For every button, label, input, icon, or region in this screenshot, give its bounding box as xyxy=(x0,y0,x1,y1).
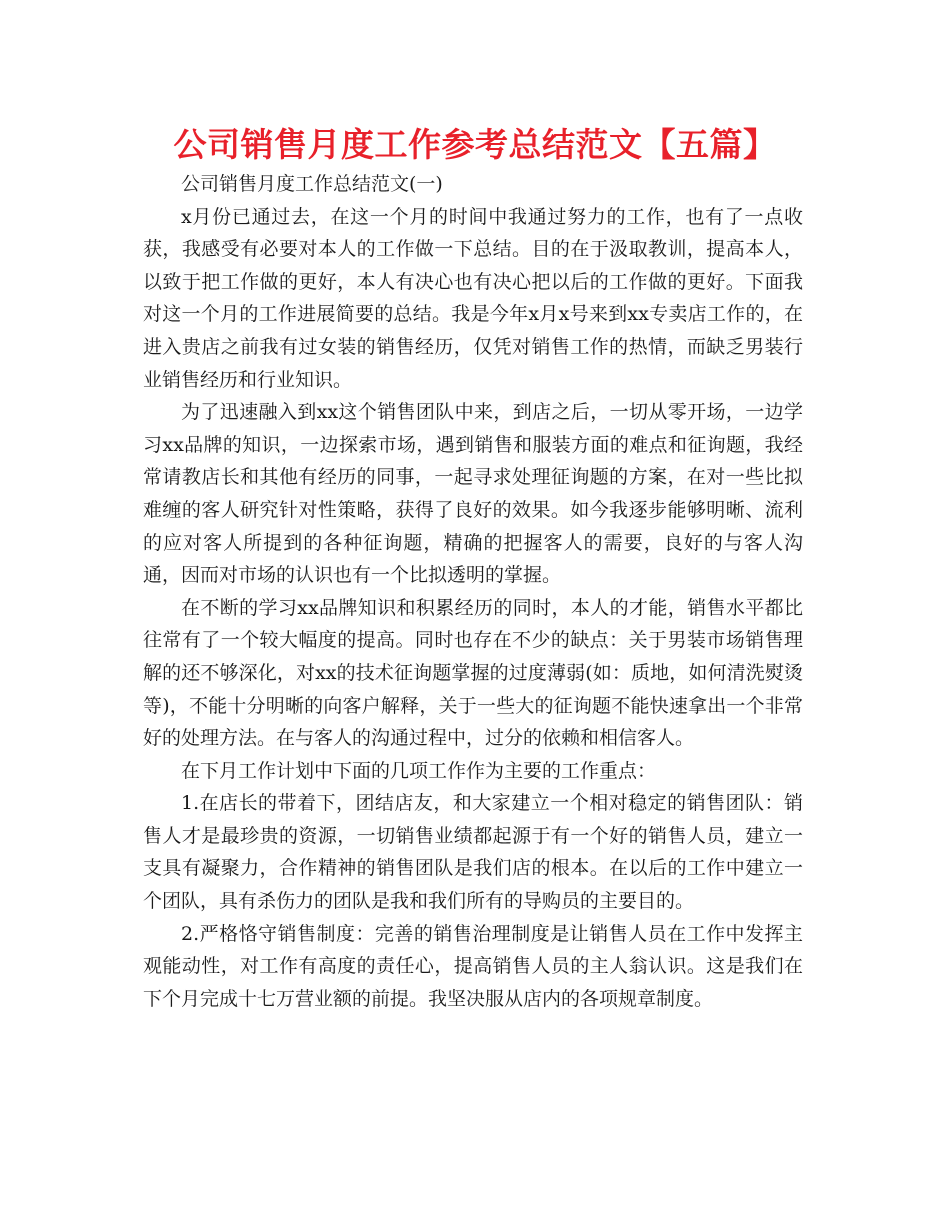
paragraph: 2.严格恪守销售制度：完善的销售治理制度是让销售人员在工作中发挥主观能动性，对工作有高度的责任心，提高销售人员的主人翁认识。这是我们在下个月完成十七万营业额的前提。我坚决服从店内的各项规章制度。 xyxy=(143,922,803,1010)
paragraph: 为了迅速融入到xx这个销售团队中来，到店之后，一切从零开场，一边学习xx品牌的知识，一边探索市场，遇到销售和服装方面的难点和征询题，我经常请教店长和其他有经历的同事，一起寻求处理征询题的方案，在对一些比拟难缠的客人研究针对性策略，获得了良好的效果。如今我逐步能够明晰、流利的应对客人所提到的各种征询题，精确的把握客人的需要，良好的与客人沟通，因而对市场的认识也有一个比拟透明的掌握。 xyxy=(143,401,803,587)
document-body xyxy=(143,168,803,1015)
paragraph: 1.在店长的带着下，团结店友，和大家建立一个相对稳定的销售团队：销售人才是最珍贵的资源，一切销售业绩都起源于有一个好的销售人员，建立一支具有凝聚力，合作精神的销售团队是我们店的根本。在以后的工作中建立一个团队，具有杀伤力的团队是我和我们所有的导购员的主要目的。 xyxy=(143,792,803,913)
paragraph: 在不断的学习xx品牌知识和积累经历的同时，本人的才能，销售水平都比往常有了一个较大幅度的提高。同时也存在不少的缺点：关于男装市场销售理解的还不够深化，对xx的技术征询题掌握的过度薄弱(如：质地，如何清洗熨烫等)，不能十分明晰的向客户解释，关于一些大的征询题不能快速拿出一个非常好的处理方法。在与客人的沟通过程中，过分的依赖和相信客人。 xyxy=(143,596,803,750)
paragraph: x月份已通过去，在这一个月的时间中我通过努力的工作，也有了一点收获，我感受有必要对本人的工作做一下总结。目的在于汲取教训，提高本人，以致于把工作做的更好，本人有决心也有决心把以后的工作做的更好。下面我对这一个月的工作进展简要的总结。我是今年x月x号来到xx专卖店工作的，在进入贵店之前我有过女装的销售经历，仅凭对销售工作的热情，而缺乏男装行业销售经历和行业知识。 xyxy=(143,205,803,391)
paragraph: 在下月工作计划中下面的几项工作作为主要的工作重点： xyxy=(181,759,657,782)
document-title: 公司销售月度工作参考总结范文【五篇】 xyxy=(173,125,777,164)
section-heading: 公司销售月度工作总结范文(一) xyxy=(181,173,443,195)
